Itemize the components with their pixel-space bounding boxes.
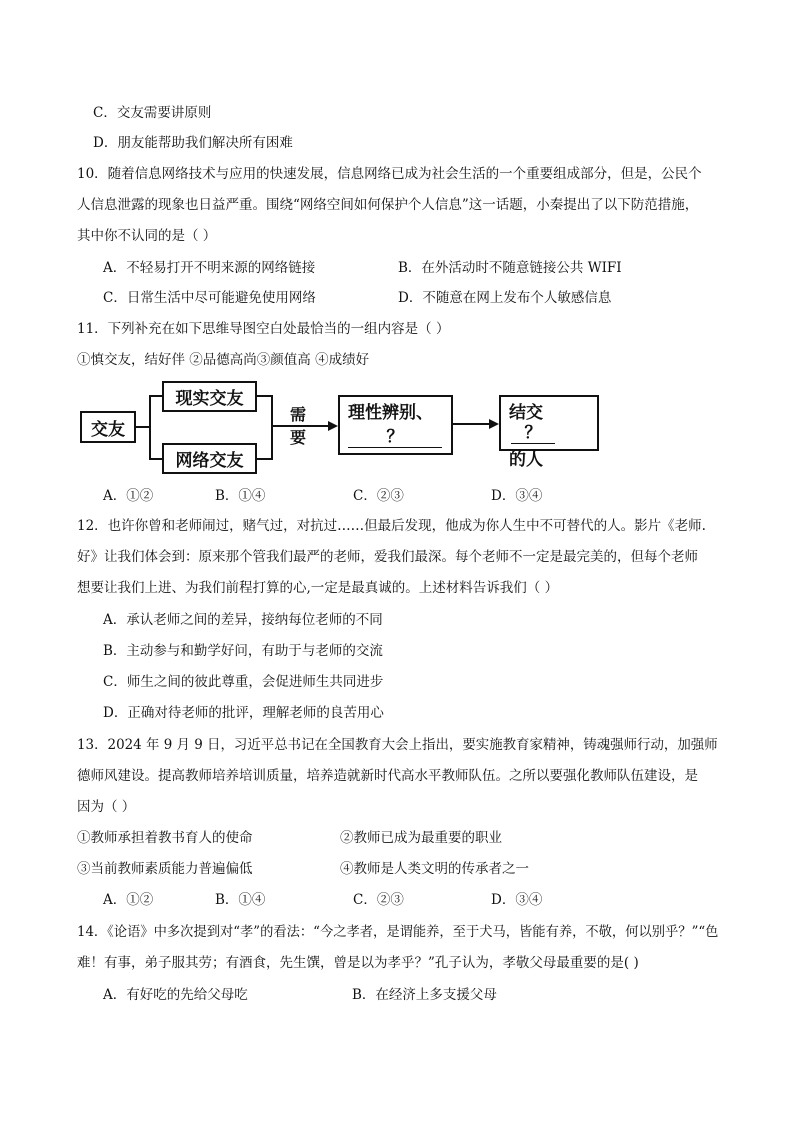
right-box-blank: ？ <box>511 423 555 444</box>
q13-statement-3: ③当前教师素质能力普遍偏低 <box>77 861 253 877</box>
q14-option-b: B．在经济上多支援父母 <box>352 987 497 1003</box>
q12-stem-line-2: 好》让我们体会到：原来那个管我们最严的老师，爱我们最深。每个老师不一定是最完美的，但每个老师 <box>77 549 698 565</box>
q12-option-b: B．主动参与和勤学好问，有助于与老师的交流 <box>103 643 383 659</box>
mind-map-root: 交友 <box>80 411 136 443</box>
mind-map-branch-bottom: 网络交友 <box>162 443 257 474</box>
q12-stem-line-3: 想要让我们上进、为我们前程打算的心,一定是最真诚的。上述材料告诉我们（ ） <box>77 580 559 596</box>
q14-option-a: A．有好吃的先给父母吃 <box>103 987 248 1003</box>
q13-stem-line-1: 13．2024 年 9 月 9 日，习近平总书记在全国教育大会上指出，要实施教育家精神，铸魂强师行动，加强师 <box>77 737 718 753</box>
q14-stem-line-1: 14．《论语》中多次提到对“孝”的看法：“今之孝者，是谓能养，至于犬马，皆能有养，不敬，何以别乎？”“色 <box>77 924 719 940</box>
result-arrow-head <box>489 419 499 429</box>
q12-stem-line-1: 12．也许你曾和老师闹过，赌气过，对抗过……但最后发现，他成为你人生中不可替代的人。影片《老师. <box>77 518 706 534</box>
q13-option-c: C．②③ <box>353 892 404 908</box>
q11-option-a: A．①② <box>103 488 154 504</box>
q11-statements: ①慎交友，结好伴 ②品德高尚③颜值高 ④成绩好 <box>77 352 370 368</box>
q12-option-c: C．师生之间的彼此尊重，会促进师生共同进步 <box>103 674 384 690</box>
q10-option-b: B．在外活动时不随意链接公共 WIFI <box>398 260 622 276</box>
q9-option-c: C．交友需要讲原则 <box>93 105 212 121</box>
q11-option-c: C．②③ <box>353 488 404 504</box>
q13-option-a: A．①② <box>103 892 154 908</box>
q13-stem-line-3: 因为（ ） <box>77 799 136 815</box>
q10-stem-line-3: 其中你不认同的是（ ） <box>77 228 217 244</box>
middle-box-text: 理性辨别、 <box>348 403 433 423</box>
mind-map-middle-box <box>338 395 453 455</box>
q14-stem-line-2: 难！有事，弟子服其劳；有酒食，先生馔，曾是以为孝乎？”孔子认为，孝敬父母最重要的是( ) <box>77 955 639 971</box>
mind-map-arrow-label: 需要 <box>290 405 307 447</box>
right-box-text-2: 的人 <box>509 450 543 470</box>
left-bracket <box>150 396 162 459</box>
q13-option-b: B．①④ <box>215 892 266 908</box>
q11-stem: 11．下列补充在如下思维导图空白处最恰当的一组内容是（ ） <box>77 321 450 337</box>
right-bracket <box>257 396 272 459</box>
mind-map-right-box <box>499 395 599 470</box>
q13-statement-4: ④教师是人类文明的传承者之一 <box>340 861 529 877</box>
mind-map-branch-top: 现实交友 <box>162 381 257 412</box>
q13-statement-1: ①教师承担着教书育人的使命 <box>77 830 253 846</box>
q13-stem-line-2: 德师风建设。提高教师培养培训质量，培养造就新时代高水平教师队伍。之所以要强化教师队伍建设，是 <box>77 768 698 784</box>
q9-option-d: D．朋友能帮助我们解决所有困难 <box>93 135 293 151</box>
q12-option-a: A．承认老师之间的差异，接纳每位老师的不同 <box>103 612 383 628</box>
q10-option-d: D．不随意在网上发布个人敏感信息 <box>398 290 612 306</box>
middle-box-blank: ？ <box>348 427 442 448</box>
q11-option-b: B．①④ <box>215 488 266 504</box>
q10-option-a: A．不轻易打开不明来源的网络链接 <box>103 260 316 276</box>
right-box-text-1: 结交 <box>509 403 543 423</box>
q10-stem-line-1: 10．随着信息网络技术与应用的快速发展，信息网络已成为社会生活的一个重要组成部分，但是，公民个 <box>77 166 702 182</box>
q10-stem-line-2: 人信息泄露的现象也日益严重。围绕“网络空间如何保护个人信息”这一话题，小秦提出了以下防范措施， <box>77 197 699 213</box>
q13-option-d: D．③④ <box>491 892 543 908</box>
q10-option-c: C．日常生活中尽可能避免使用网络 <box>103 290 316 306</box>
q12-option-d: D．正确对待老师的批评，理解老师的良苦用心 <box>103 705 384 721</box>
q11-option-d: D．③④ <box>491 488 543 504</box>
needs-arrow-head <box>328 421 338 431</box>
q13-statement-2: ②教师已成为最重要的职业 <box>340 830 502 846</box>
